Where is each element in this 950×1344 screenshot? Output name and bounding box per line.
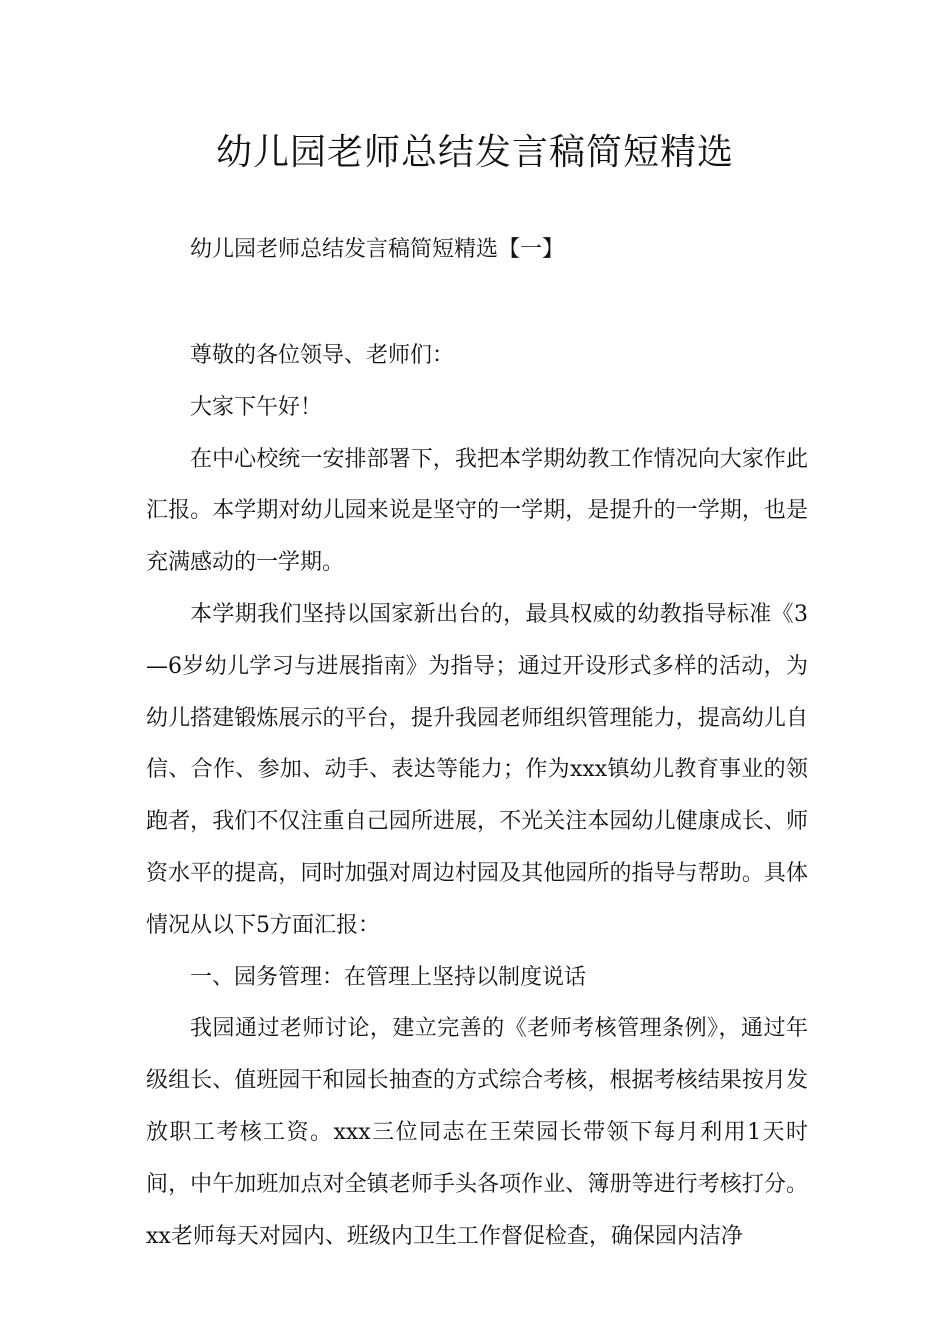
paragraph-management: 我园通过老师讨论，建立完善的《老师考核管理条例》，通过年级组长、值班园干和园长抽查的方式综合考核，根据考核结果按月发放职工考核工资。xxx三位同志在王荣园长带领下每月利用1天时间，中午加班加点对全镇老师手头各项作业、簿册等进行考核打分。xx老师每天对园内、班级内卫生工作督促检查，确保园内洁净 bbox=[146, 1016, 808, 1249]
document-body bbox=[146, 330, 808, 1262]
paragraph-intro: 在中心校统一安排部署下，我把本学期幼教工作情况向大家作此汇报。本学期对幼儿园来说是坚守的一学期，是提升的一学期，也是充满感动的一学期。 bbox=[146, 446, 808, 576]
paragraph-salutation: 尊敬的各位领导、老师们： bbox=[190, 343, 455, 368]
paragraph-greeting: 大家下午好！ bbox=[190, 394, 323, 420]
document-title: 幼儿园老师总结发言稿简短精选 bbox=[215, 132, 734, 173]
paragraph-overview: 本学期我们坚持以国家新出台的，最具权威的幼教指导标准《3—6岁幼儿学习与进展指南》为指导；通过开设形式多样的活动，为幼儿搭建锻炼展示的平台，提升我园老师组织管理能力，提高幼儿自信、合作、参加、动手、表达等能力；作为xxx镇幼儿教育事业的领跑者，我们不仅注重自己园所进展，不光关注本园幼儿健康成长、师资水平的提高，同时加强对周边村园及其他园所的指导与帮助。具体情况从以下5方面汇报： bbox=[146, 601, 808, 938]
section-heading-management: 一、园务管理：在管理上坚持以制度说话 bbox=[190, 964, 587, 990]
document-subtitle: 幼儿园老师总结发言稿简短精选【一】 bbox=[190, 237, 565, 262]
